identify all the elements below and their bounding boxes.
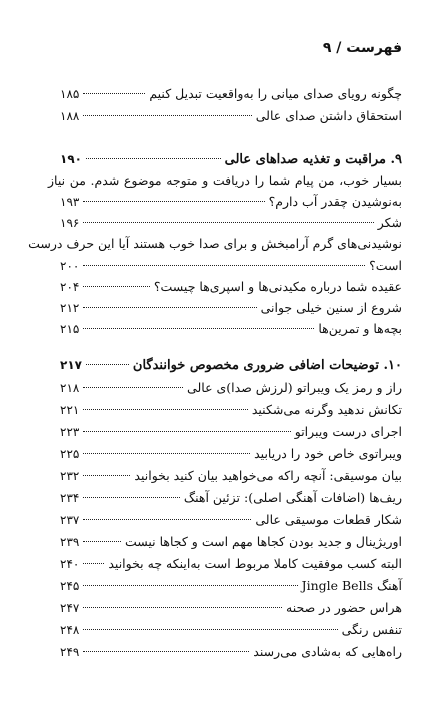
leader-dots — [83, 563, 104, 564]
leader-dots — [83, 629, 337, 630]
leader-dots — [83, 497, 180, 498]
leader-dots — [83, 286, 150, 287]
toc-entry-title: راه‌هایی که به‌شادی می‌رسند — [253, 644, 402, 659]
toc-entry-line: نوشیدنی‌های گرم آرامبخش و برای صدا خوب هستند آیا این حرف درست — [28, 236, 402, 251]
toc-entry — [60, 466, 402, 486]
toc-entry-title: ویبراتوی خاص خود را دریابید — [254, 446, 402, 461]
toc-entry — [60, 598, 402, 618]
toc-entry-title: عقیده شما درباره مکیدنی‌ها و اسپری‌ها چیست؟ — [153, 279, 402, 294]
toc-entry-title: ۹. مراقبت و تغذیه صداهای عالی — [224, 152, 402, 167]
toc-entry-title: به‌نوشیدن چقدر آب دارم؟ — [268, 194, 402, 209]
toc-page-number: ۲۲۱ — [60, 403, 80, 417]
leader-dots — [83, 541, 121, 542]
leader-dots — [83, 409, 248, 410]
toc-entry — [60, 213, 402, 233]
toc-page-number: ۲۱۵ — [60, 322, 80, 336]
toc-page-number: ۲۴۹ — [60, 645, 80, 659]
page-header: فهرست / ۹ — [322, 40, 402, 56]
toc-entry-title: چگونه رویای صدای میانی را به‌واقعیت تبدیل کنیم — [149, 86, 402, 101]
leader-dots — [83, 651, 249, 652]
toc-entry-line: بسیار خوب، من پیام شما را دریافت و متوجه موضوع شدم. من نیاز — [48, 173, 402, 188]
toc-entry — [60, 532, 402, 552]
toc-entry-title: شروع از سنین خیلی جوانی — [260, 300, 402, 315]
leader-dots — [86, 364, 129, 365]
toc-entry-title: راز و رمز یک ویبراتو (لرزش صدا)ی عالی — [187, 380, 402, 395]
toc-entry-title: ریف‌ها (اضافات آهنگی اصلی): تزئین آهنگ — [183, 490, 402, 505]
toc-page-number: ۲۴۷ — [60, 601, 80, 615]
leader-dots — [83, 585, 297, 586]
toc-page-number: ۲۴۰ — [60, 557, 80, 571]
toc-entry-title: آهنگ Jingle Bells — [301, 578, 402, 593]
toc-entry — [60, 298, 402, 318]
toc-page-number: ۲۲۳ — [60, 425, 80, 439]
toc-entry-title: البته کسب موفقیت کاملا مربوط است به‌اینکه چه بخوانید — [108, 556, 402, 571]
toc-entry — [60, 510, 402, 530]
toc-entry-title: استحقاق داشتن صدای عالی — [255, 108, 402, 123]
leader-dots — [83, 222, 373, 223]
toc-page-number: ۱۸۵ — [60, 87, 80, 101]
toc-page-number: ۱۸۸ — [60, 109, 80, 123]
toc-page-number: ۱۹۳ — [60, 195, 80, 209]
toc-page-number: ۲۴۸ — [60, 623, 80, 637]
leader-dots — [83, 475, 130, 476]
leader-dots — [83, 265, 365, 266]
toc-entry — [60, 192, 402, 212]
toc-entry — [60, 620, 402, 640]
leader-dots — [83, 387, 183, 388]
toc-entry-title: ۱۰. توضیحات اضافی ضروری مخصوص خوانندگان — [132, 358, 402, 373]
toc-entry-title: بچه‌ها و تمرین‌ها — [318, 321, 402, 336]
leader-dots — [83, 93, 145, 94]
toc-entry — [60, 422, 402, 442]
toc-entry-title: تکانش ندهید وگرنه می‌شکنید — [251, 402, 402, 417]
toc-entry — [60, 378, 402, 398]
toc-entry — [60, 106, 402, 126]
chapter-heading — [60, 149, 402, 169]
toc-page-number: ۲۲۵ — [60, 447, 80, 461]
toc-page-number: ۱۹۶ — [60, 216, 80, 230]
leader-dots — [83, 519, 251, 520]
toc-entry — [60, 642, 402, 662]
leader-dots — [86, 158, 221, 159]
leader-dots — [83, 453, 250, 454]
toc-entry-title: اوریژینال و جدید بودن کجاها مهم است و کجاها نیست — [124, 534, 402, 549]
leader-dots — [83, 328, 314, 329]
toc-entry-title: شکر — [377, 215, 402, 230]
toc-entry-title: اجرای درست ویبراتو — [294, 424, 402, 439]
toc-entry-title: بیان موسیقی: آنچه راکه می‌خواهید بیان کنید بخوانید — [134, 468, 402, 483]
toc-page-number: ۲۳۴ — [60, 491, 80, 505]
toc-page-number: ۲۴۵ — [60, 579, 80, 593]
toc-entry-title: شکار قطعات موسیقی عالی — [255, 512, 402, 527]
toc-entry — [60, 319, 402, 339]
toc-page-number: ۲۰۰ — [60, 259, 80, 273]
toc-page-number: ۲۱۸ — [60, 381, 80, 395]
toc-entry — [60, 84, 402, 104]
leader-dots — [83, 115, 251, 116]
toc-entry — [60, 444, 402, 464]
toc-page-number: ۲۳۹ — [60, 535, 80, 549]
toc-entry — [60, 554, 402, 574]
leader-dots — [83, 307, 256, 308]
toc-entry — [60, 400, 402, 420]
toc-entry — [60, 277, 402, 297]
leader-dots — [83, 607, 282, 608]
leader-dots — [83, 431, 290, 432]
toc-page-number: ۲۱۷ — [60, 358, 82, 372]
toc-entry — [60, 488, 402, 508]
chapter-heading — [60, 355, 402, 375]
toc-page-number: ۲۳۲ — [60, 469, 80, 483]
leader-dots — [83, 201, 264, 202]
toc-entry-title: هراس حضور در صحنه — [286, 600, 402, 615]
toc-entry — [60, 256, 402, 276]
toc-page-number: ۲۰۴ — [60, 280, 80, 294]
toc-entry-title: است؟ — [369, 258, 402, 273]
toc-page-number: ۱۹۰ — [60, 152, 82, 166]
toc-entry-title: تنفس رنگی — [341, 622, 402, 637]
toc-page-number: ۲۱۲ — [60, 301, 80, 315]
toc-entry — [60, 576, 402, 596]
toc-page-number: ۲۳۷ — [60, 513, 80, 527]
